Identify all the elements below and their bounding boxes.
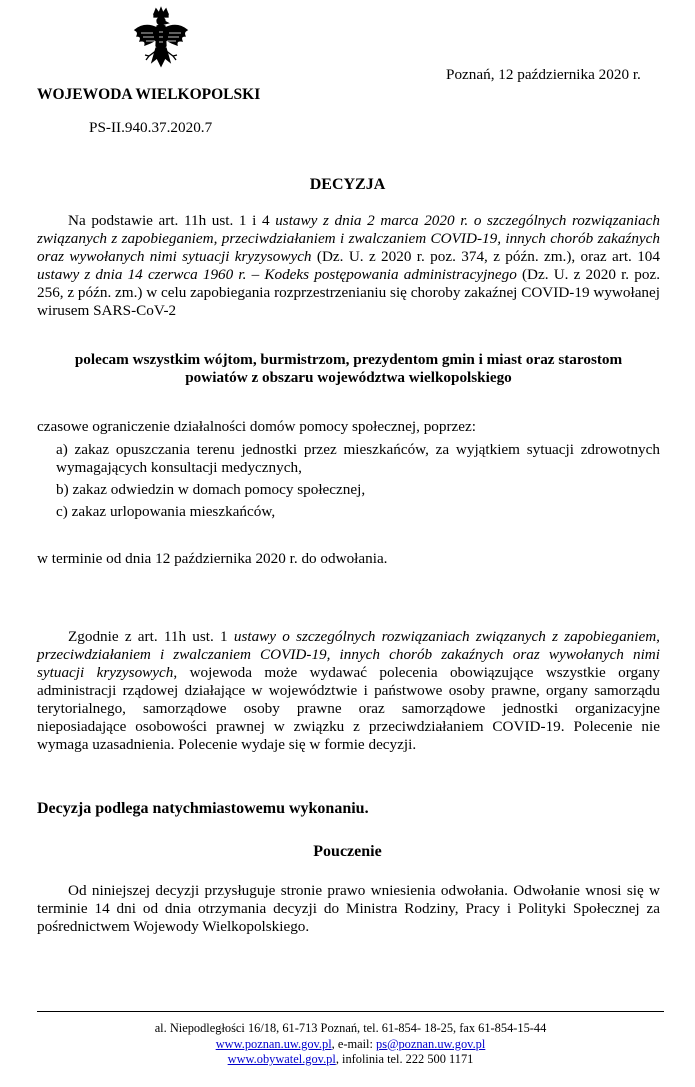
hotline-text: , infolinia tel. 222 500 1171 [335,1052,474,1066]
citizen-portal-link[interactable]: www.obywatel.gov.pl [227,1052,336,1066]
order-line: powiatów z obszaru województwa wielkopolskiego [185,369,512,386]
legal-basis-text: Na podstawie art. 11h ust. 1 i 4 [68,212,276,229]
justification-text: Zgodnie z art. 11h ust. 1 [68,628,234,645]
justification-text: , wojewoda może wydawać polecenia obowiązujące wszystkie organy administracji rządowej działające w województwie i państwowe osoby prawne, organy samorządu terytorialnego, samorządowe osoby prawne oraz samorządowe jednostki organizacyjne nieposiadające osobowości prawnej w związku z przeciwdziałaniem COVID-19. Polecenie nie wymaga uzasadnienia. Polecenie wydaje się w formie decyzji. [37,664,661,753]
issuing-authority: WOJEWODA WIELKOPOLSKI [37,86,261,103]
covid-act-citation: ustawy o szczególnych rozwiązaniach związanych z zapobieganiem, przeciwdziałaniem i zwalczaniem COVID-19, innych chorób zakaźnych oraz wywołanych nimi sytuacji kryzysowych [37,628,660,681]
order-line: polecam wszystkim wójtom, burmistrzom, prezydentom gmin i miast oraz starostom [74,351,623,368]
restriction-item: c) zakaz urlopowania mieszkańców, [56,503,276,520]
footer-divider [37,1011,664,1012]
justification-paragraph [37,628,660,754]
term-of-validity: w terminie od dnia 12 października 2020 r. do odwołania. [37,550,388,567]
legal-basis-text: (Dz. U. z 2020 r. poz. 374, z późn. zm.), oraz art. 104 [311,248,660,265]
reference-number: PS-II.940.37.2020.7 [89,119,213,136]
kpa-act-citation: ustawy z dnia 14 czerwca 1960 r. – Kodeks postępowania administracyjnego [37,266,517,283]
restriction-item: a) zakaz opuszczania terenu jednostki przez mieszkańców, za wyjątkiem sytuacji zdrowotnych wymagających konsultacji medycznych, [56,441,660,476]
legal-basis-text: (Dz. U. z 2020 r. poz. 256, z późn. zm.) w celu zapobiegania rozprzestrzenianiu się choroby zakaźnej COVID-19 wywołanej wirusem SARS-CoV-2 [37,266,660,319]
footer-contact-line [37,1037,664,1053]
restrictions-list [56,441,660,525]
website-link[interactable]: www.poznan.uw.gov.pl [215,1036,332,1051]
document-title: DECYZJA [309,176,386,193]
email-link[interactable]: ps@poznan.uw.gov.pl [376,1036,486,1051]
place-and-date: Poznań, 12 października 2020 r. [446,66,641,83]
instruction-paragraph: Od niniejszej decyzji przysługuje stronie prawo wniesienia odwołania. Odwołanie wnosi się w terminie 14 dni od dnia otrzymania decyzji do Ministra Rodziny, Pracy i Polityki Społecznej za pośrednictwem Wojewody Wielkopolskiego. [37,882,660,935]
restriction-item: b) zakaz odwiedzin w domach pomocy społecznej, [56,481,366,498]
polish-eagle-emblem-icon [131,6,191,78]
legal-basis-paragraph [37,212,660,320]
order-statement [37,351,660,387]
restrictions-intro: czasowe ograniczenie działalności domów pomocy społecznej, poprzez: [37,418,476,435]
immediate-enforcement-note: Decyzja podlega natychmiastowemu wykonaniu. [37,800,369,817]
email-label: , e-mail: [331,1036,377,1051]
footer [37,1021,664,1068]
instruction-heading: Pouczenie [313,843,382,860]
footer-address: al. Niepodległości 16/18, 61-713 Poznań, tel. 61-854- 18-25, fax 61-854-15-44 [154,1021,547,1035]
covid-act-citation: ustawy z dnia 2 marca 2020 r. o szczególnych rozwiązaniach związanych z zapobieganiem, przeciwdziałaniem i zwalczaniem COVID-19, innych chorób zakaźnych oraz wywołanych nimi sytuacji kryzysowych [37,212,660,265]
footer-hotline-line [37,1052,664,1068]
